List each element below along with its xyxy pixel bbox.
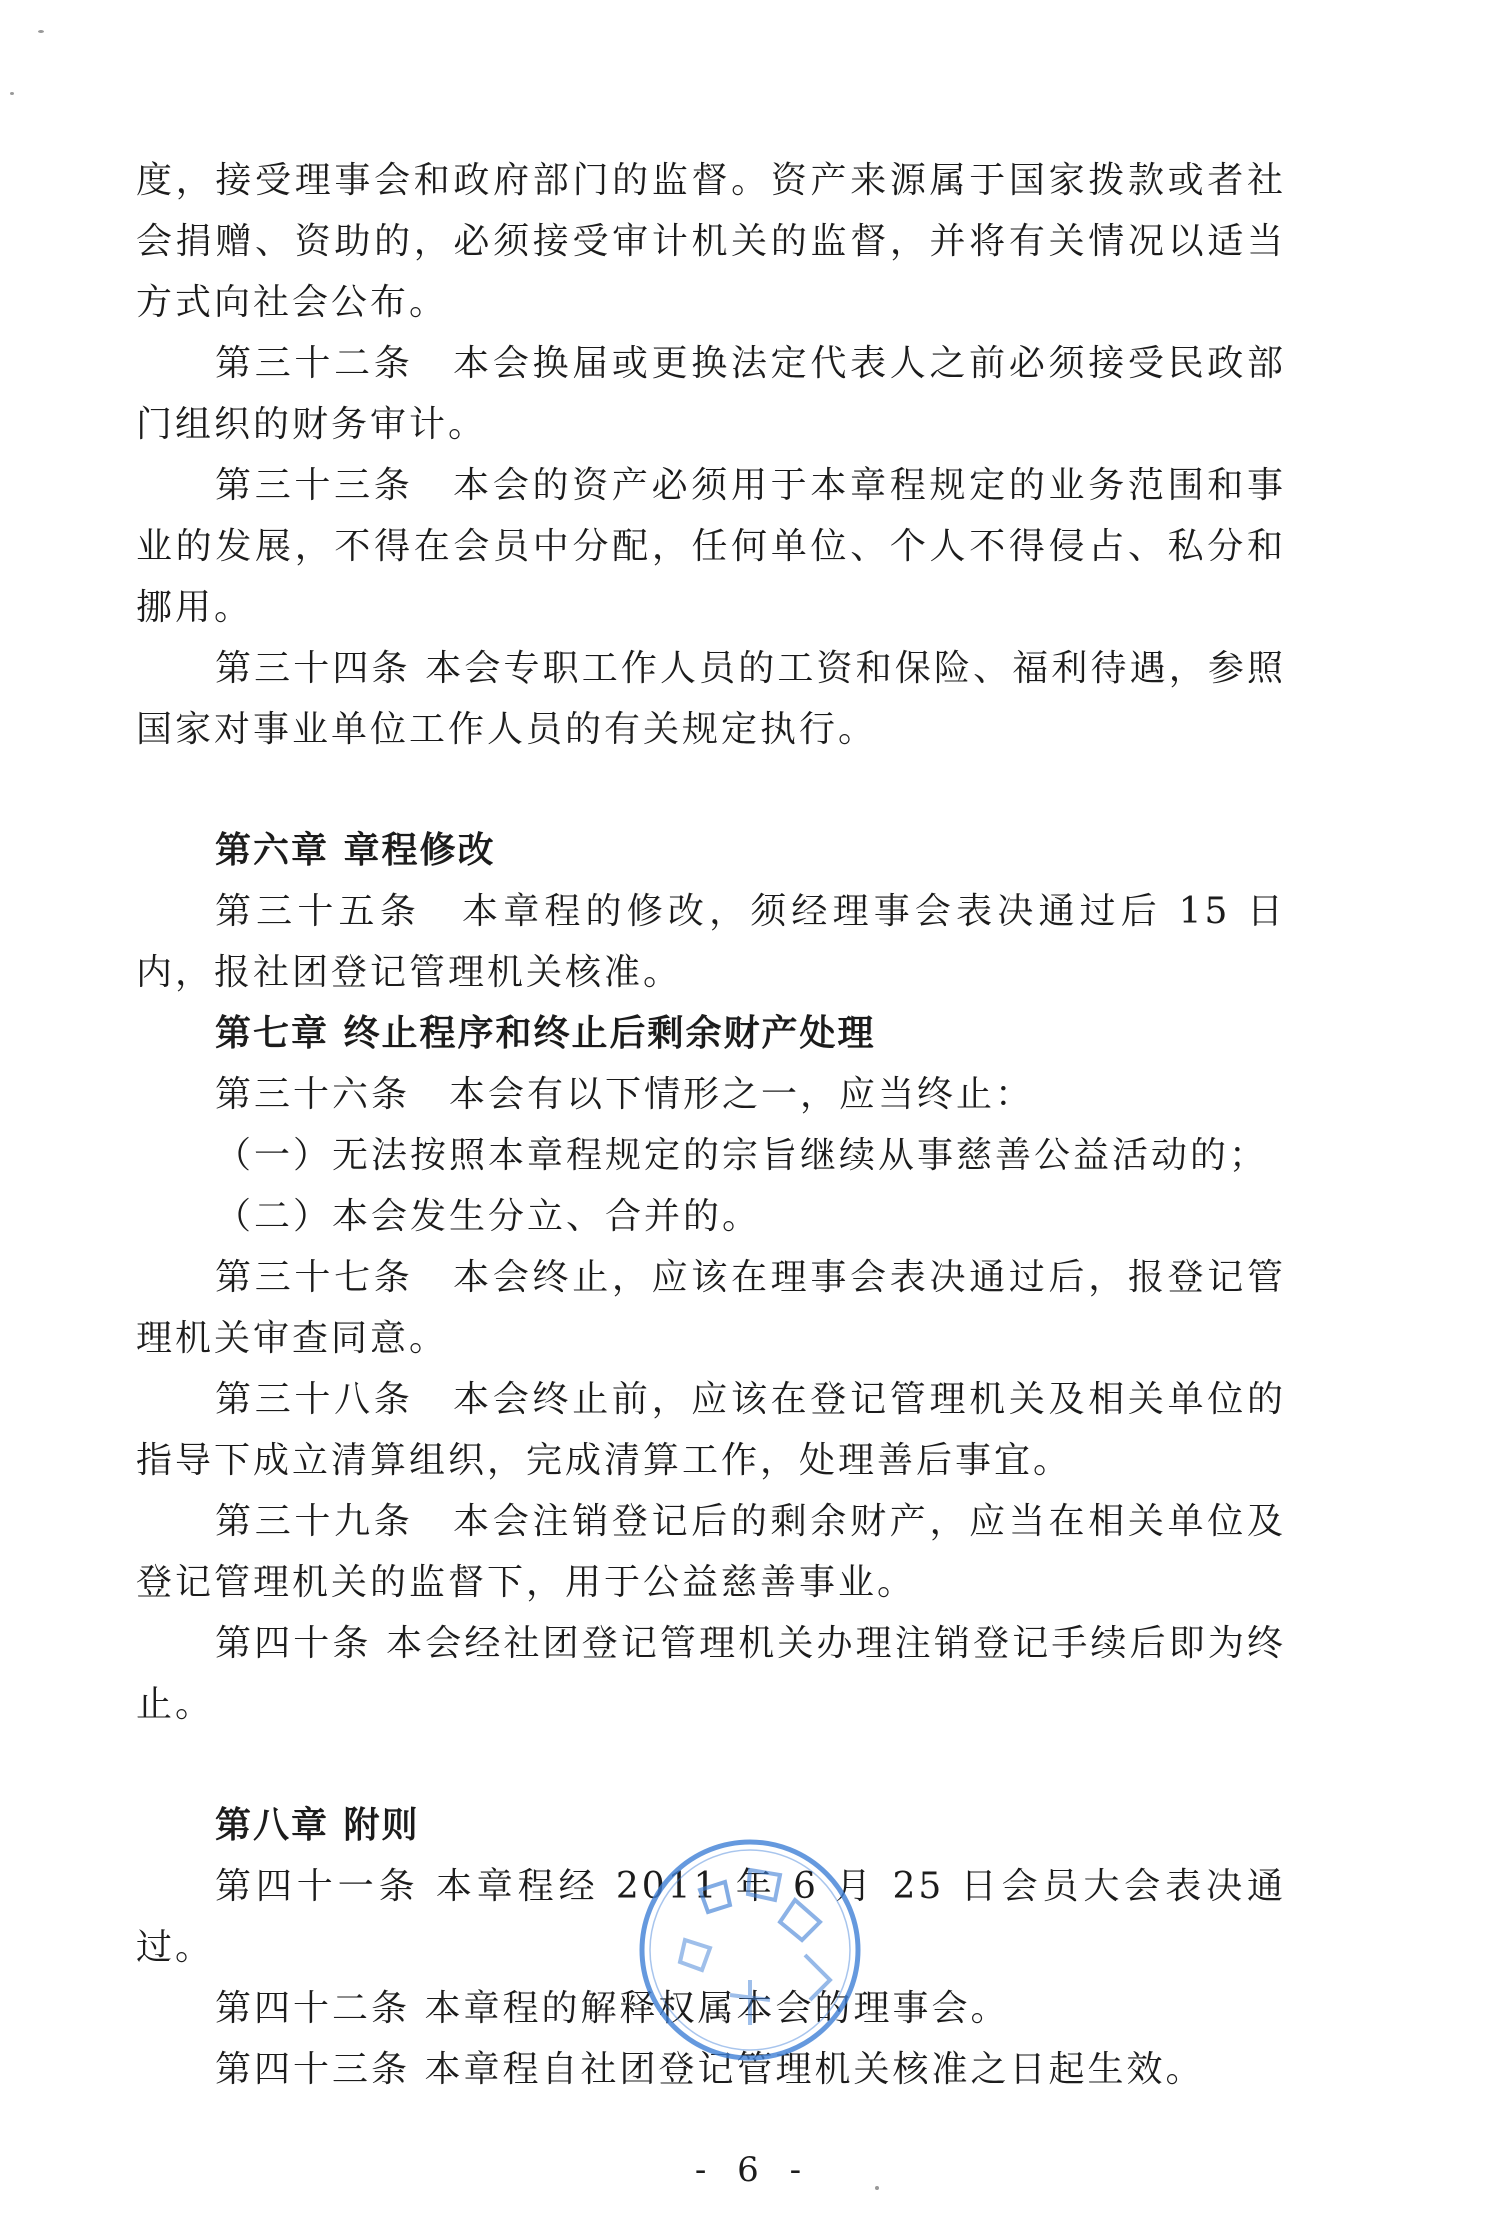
article-paragraph: 第三十九条 本会注销登记后的剩余财产，应当在相关单位及登记管理机关的监督下，用于公益慈善事业。 <box>136 1501 1286 1603</box>
chapter-heading: 第七章 终止程序和终止后剩余财产处理 <box>215 1013 876 1054</box>
article-paragraph: 第三十七条 本会终止，应该在理事会表决通过后，报登记管理机关审查同意。 <box>136 1257 1286 1359</box>
document-body <box>136 150 1286 2100</box>
article-paragraph: （一）无法按照本章程规定的宗旨继续从事慈善公益活动的； <box>215 1135 1269 1176</box>
section-spacer <box>136 760 1286 820</box>
scan-speck <box>38 30 44 33</box>
article-paragraph: 第三十二条 本会换届或更换法定代表人之前必须接受民政部门组织的财务审计。 <box>136 343 1286 445</box>
page-number: - 6 - <box>694 2150 812 2190</box>
article-paragraph: （二）本会发生分立、合并的。 <box>215 1196 762 1237</box>
article-paragraph: 度，接受理事会和政府部门的监督。资产来源属于国家拨款或者社会捐赠、资助的，必须接受审计机关的监督，并将有关情况以适当方式向社会公布。 <box>136 160 1286 323</box>
scan-speck <box>10 92 14 95</box>
article-paragraph: 第四十条 本会经社团登记管理机关办理注销登记手续后即为终止。 <box>136 1623 1286 1725</box>
article-paragraph: 第四十三条 本章程自社团登记管理机关核准之日起生效。 <box>215 2049 1205 2090</box>
chapter-heading: 第六章 章程修改 <box>215 830 496 871</box>
official-seal-stamp <box>630 1830 870 2070</box>
chapter-heading: 第八章 附则 <box>215 1805 420 1846</box>
article-paragraph: 第三十六条 本会有以下情形之一，应当终止： <box>215 1074 1035 1115</box>
article-paragraph: 第三十三条 本会的资产必须用于本章程规定的业务范围和事业的发展，不得在会员中分配，任何单位、个人不得侵占、私分和挪用。 <box>136 465 1286 628</box>
section-spacer <box>136 1735 1286 1795</box>
article-paragraph: 第三十五条 本章程的修改，须经理事会表决通过后 15 日内，报社团登记管理机关核准。 <box>136 891 1286 993</box>
scan-speck <box>875 2186 879 2190</box>
article-paragraph: 第四十二条 本章程的解释权属本会的理事会。 <box>215 1988 1010 2029</box>
article-paragraph: 第三十八条 本会终止前，应该在登记管理机关及相关单位的指导下成立清算组织，完成清算工作，处理善后事宜。 <box>136 1379 1286 1481</box>
article-paragraph: 第四十一条 本章程经 2011 年 6 月 25 日会员大会表决通过。 <box>136 1866 1286 1968</box>
article-paragraph: 第三十四条 本会专职工作人员的工资和保险、福利待遇，参照国家对事业单位工作人员的有关规定执行。 <box>136 648 1286 750</box>
